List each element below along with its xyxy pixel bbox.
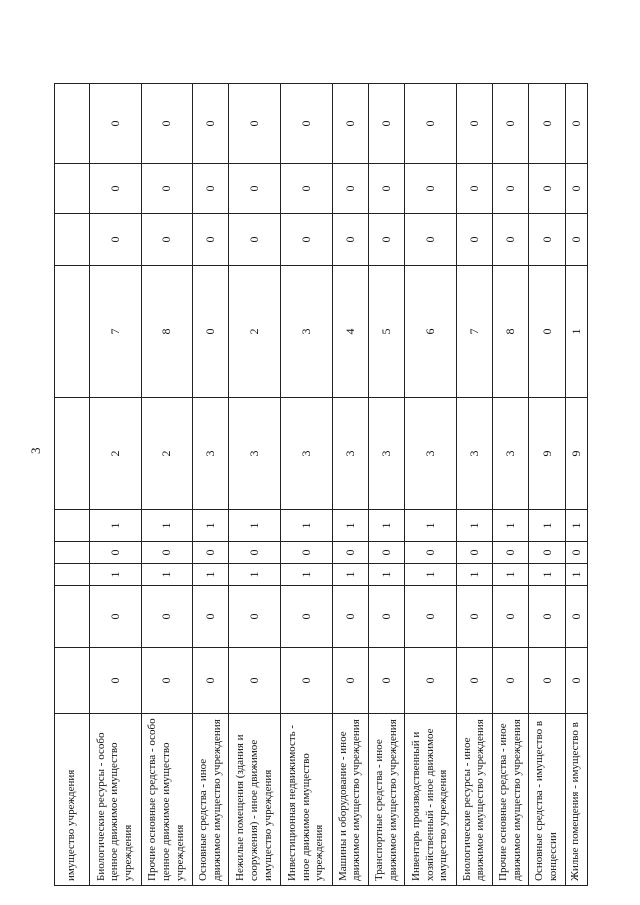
table-cell: 0 [332, 84, 368, 164]
table-row [90, 84, 142, 886]
table-row [332, 84, 368, 886]
table-cell [55, 84, 90, 164]
table-cell: 0 [529, 586, 565, 648]
table-cell: 2 [90, 398, 142, 510]
table-cell: 0 [368, 586, 404, 648]
table-cell: 0 [229, 648, 281, 714]
table-cell: 1 [281, 510, 333, 542]
table-cell: 0 [90, 648, 142, 714]
table-row [529, 84, 565, 886]
row-label: Инвентарь производственный и хозяйственный - иное движимое имущество учреждения [405, 714, 457, 886]
table-cell: 0 [90, 542, 142, 564]
table-cell: 0 [90, 164, 142, 214]
table-cell: 0 [229, 164, 281, 214]
table-cell: 0 [565, 648, 587, 714]
row-label: Биологические ресурсы - особо ценное движимое имущество учреждения [90, 714, 142, 886]
rotated-table-container [54, 84, 588, 886]
table-cell: 0 [493, 164, 529, 214]
table-cell: 0 [141, 214, 193, 266]
row-label: Прочие основные средства - особо ценное движимое имущество учреждения [141, 714, 193, 886]
table-cell: 0 [229, 586, 281, 648]
table-cell [55, 398, 90, 510]
table-cell: 0 [405, 648, 457, 714]
table-cell: 1 [332, 510, 368, 542]
table-cell: 0 [141, 648, 193, 714]
table-cell: 3 [405, 398, 457, 510]
table-cell: 2 [229, 266, 281, 398]
table-cell: 0 [368, 542, 404, 564]
table-cell: 1 [493, 564, 529, 586]
table-cell: 1 [456, 564, 492, 586]
row-label: Прочие основные средства - иное движимое имущество учреждения [493, 714, 529, 886]
table-row [368, 84, 404, 886]
table-row [493, 84, 529, 886]
table-cell: 1 [493, 510, 529, 542]
table-cell: 0 [141, 542, 193, 564]
table-cell: 0 [193, 214, 229, 266]
table-cell: 0 [141, 84, 193, 164]
table-cell: 0 [193, 266, 229, 398]
table-cell: 0 [405, 84, 457, 164]
table-cell: 0 [493, 84, 529, 164]
table-cell: 0 [456, 542, 492, 564]
table-cell: 0 [405, 586, 457, 648]
table-cell: 1 [456, 510, 492, 542]
table-cell: 0 [529, 542, 565, 564]
table-cell: 0 [141, 586, 193, 648]
table-cell: 3 [281, 398, 333, 510]
table-cell: 0 [90, 214, 142, 266]
table-cell: 1 [565, 266, 587, 398]
table-cell: 0 [332, 542, 368, 564]
table-cell: 1 [193, 510, 229, 542]
table-cell: 1 [405, 564, 457, 586]
table-cell: 7 [456, 266, 492, 398]
table-cell: 8 [493, 266, 529, 398]
table-row [281, 84, 333, 886]
table-cell: 0 [193, 586, 229, 648]
table-cell: 0 [193, 542, 229, 564]
row-label: Инвестиционная недвижимость - иное движимое имущество учреждения [281, 714, 333, 886]
table-cell: 0 [405, 542, 457, 564]
table-cell: 1 [332, 564, 368, 586]
table-cell: 0 [529, 164, 565, 214]
table-cell: 0 [493, 542, 529, 564]
table-cell: 1 [529, 564, 565, 586]
table-row [456, 84, 492, 886]
table-cell: 0 [456, 648, 492, 714]
table-cell: 0 [229, 84, 281, 164]
table-cell [55, 266, 90, 398]
table-cell: 0 [368, 214, 404, 266]
table-cell [55, 510, 90, 542]
table-cell: 0 [565, 542, 587, 564]
table-cell: 1 [90, 564, 142, 586]
row-label: Жилые помещения - имущество в [565, 714, 587, 886]
table-row [55, 84, 90, 886]
table-cell: 0 [456, 214, 492, 266]
table-cell: 0 [281, 84, 333, 164]
row-label: Машины и оборудование - иное движимое имущество учреждения [332, 714, 368, 886]
page-number: 3 [28, 447, 43, 454]
table-cell: 3 [193, 398, 229, 510]
table-row [405, 84, 457, 886]
table-cell: 0 [229, 542, 281, 564]
table-cell: 0 [90, 586, 142, 648]
table-cell: 9 [529, 398, 565, 510]
table-cell: 0 [565, 84, 587, 164]
table-cell: 0 [193, 164, 229, 214]
table-cell [55, 542, 90, 564]
table-cell: 1 [229, 564, 281, 586]
table-row [193, 84, 229, 886]
table-cell: 4 [332, 266, 368, 398]
table-cell: 0 [332, 164, 368, 214]
table-cell: 0 [281, 542, 333, 564]
table-cell: 1 [281, 564, 333, 586]
table-cell: 1 [141, 564, 193, 586]
table-cell: 3 [493, 398, 529, 510]
table-cell: 0 [368, 648, 404, 714]
table-cell: 1 [368, 564, 404, 586]
table-cell: 0 [332, 648, 368, 714]
table-cell: 0 [529, 266, 565, 398]
table-cell: 0 [332, 586, 368, 648]
table-cell: 1 [405, 510, 457, 542]
table-cell [55, 564, 90, 586]
table-cell: 0 [141, 164, 193, 214]
table-cell: 0 [281, 164, 333, 214]
table-cell: 6 [405, 266, 457, 398]
table-cell: 3 [281, 266, 333, 398]
table-cell: 2 [141, 398, 193, 510]
table-cell: 0 [456, 586, 492, 648]
account-table [54, 83, 588, 886]
table-cell [55, 586, 90, 648]
table-cell: 1 [565, 510, 587, 542]
table-cell: 0 [493, 586, 529, 648]
row-label: Нежилые помещения (здания и сооружения) - иное движимое имущество учреждения [229, 714, 281, 886]
table-cell [55, 164, 90, 214]
table-cell: 1 [529, 510, 565, 542]
table-cell: 1 [565, 564, 587, 586]
table-cell: 3 [456, 398, 492, 510]
table-cell: 0 [281, 214, 333, 266]
row-label: Биологические ресурсы - иное движимое имущество учреждения [456, 714, 492, 886]
row-label: Основные средства - имущество в концессии [529, 714, 565, 886]
table-cell: 0 [281, 648, 333, 714]
table-cell: 0 [456, 164, 492, 214]
row-label: Основные средства - иное движимое имущество учреждения [193, 714, 229, 886]
table-cell: 0 [493, 214, 529, 266]
table-cell: 3 [368, 398, 404, 510]
table-cell: 3 [229, 398, 281, 510]
table-cell: 0 [405, 164, 457, 214]
table-cell: 0 [229, 214, 281, 266]
row-label: имущество учреждения [55, 714, 90, 886]
table-cell: 5 [368, 266, 404, 398]
table-cell: 0 [565, 214, 587, 266]
table-cell: 0 [193, 648, 229, 714]
table-cell: 0 [529, 84, 565, 164]
table-cell: 0 [529, 648, 565, 714]
table-cell [55, 214, 90, 266]
table-cell: 0 [565, 586, 587, 648]
table-row [565, 84, 587, 886]
table-cell: 0 [529, 214, 565, 266]
table-cell: 1 [90, 510, 142, 542]
table-row [141, 84, 193, 886]
table-cell: 0 [332, 214, 368, 266]
table-cell: 1 [229, 510, 281, 542]
table-cell: 1 [193, 564, 229, 586]
table-cell: 8 [141, 266, 193, 398]
table-cell: 9 [565, 398, 587, 510]
table-cell: 0 [368, 164, 404, 214]
table-cell: 1 [368, 510, 404, 542]
table-cell: 0 [456, 84, 492, 164]
table-row [229, 84, 281, 886]
table-cell: 0 [281, 586, 333, 648]
table-cell: 0 [193, 84, 229, 164]
table-cell: 0 [405, 214, 457, 266]
row-label: Транспортные средства - иное движимое имущество учреждения [368, 714, 404, 886]
table-cell: 0 [368, 84, 404, 164]
table-cell: 7 [90, 266, 142, 398]
table-cell [55, 648, 90, 714]
table-cell: 0 [90, 84, 142, 164]
table-cell: 1 [141, 510, 193, 542]
table-cell: 3 [332, 398, 368, 510]
table-cell: 0 [565, 164, 587, 214]
table-cell: 0 [493, 648, 529, 714]
